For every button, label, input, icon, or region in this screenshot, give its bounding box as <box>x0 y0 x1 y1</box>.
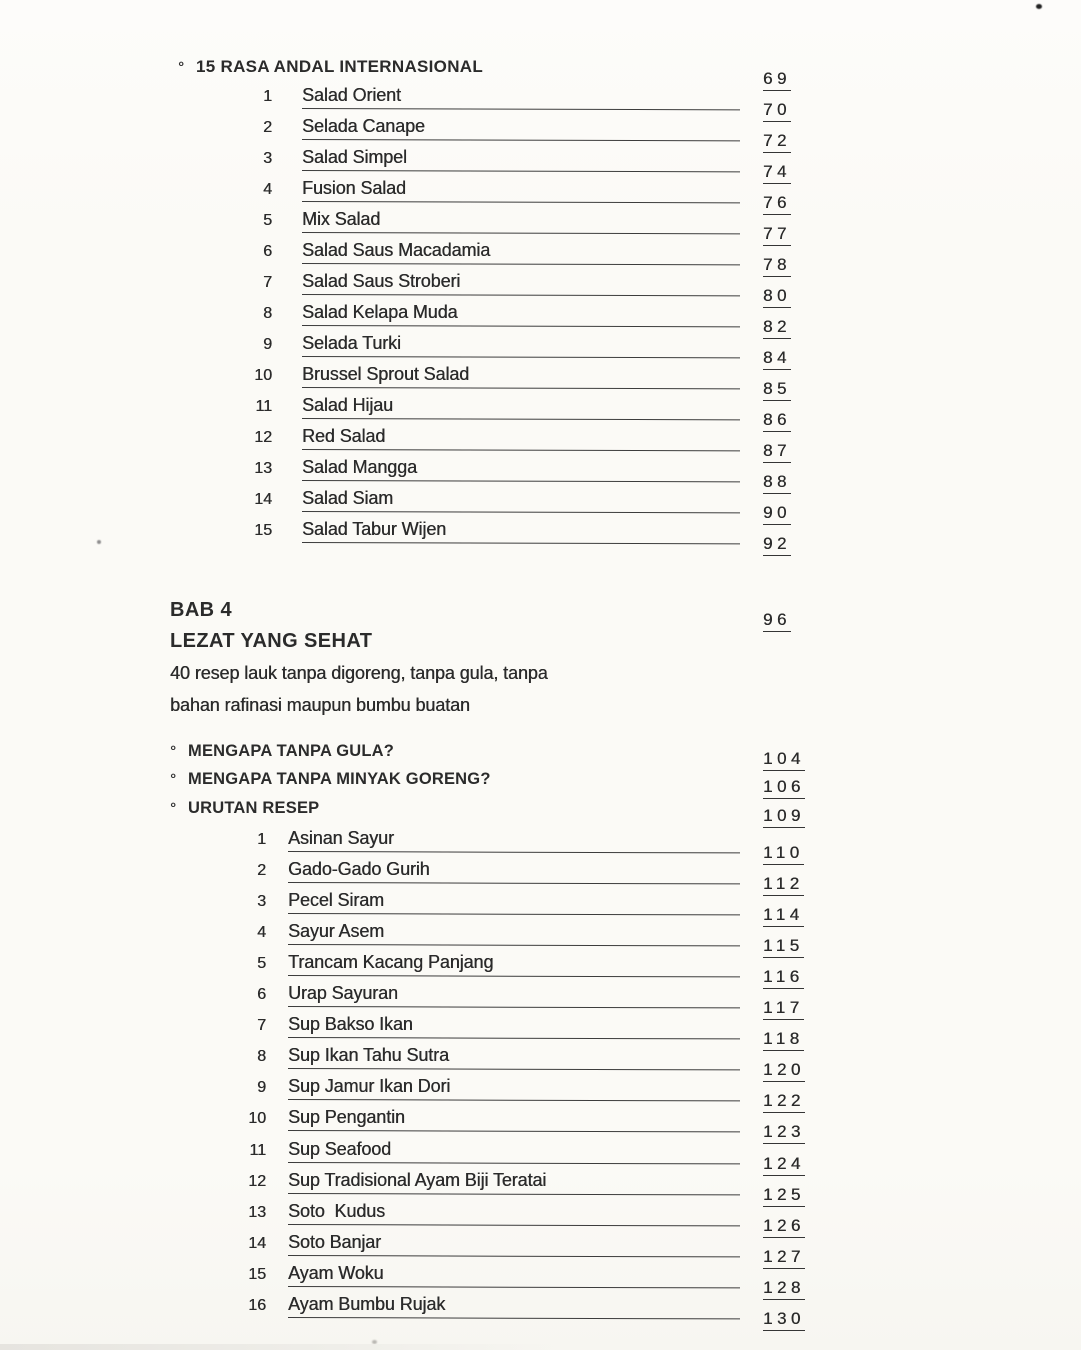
entry-page-number: 116 <box>763 967 804 989</box>
entry-number: 8 <box>257 1048 266 1066</box>
entry-title: Soto Banjar <box>288 1231 381 1252</box>
page-number-column <box>763 317 810 339</box>
leader-line <box>302 209 740 233</box>
entry-title: Gado-Gado Gurih <box>288 858 430 879</box>
entry-title: Ayam Bumbu Rujak <box>288 1294 446 1314</box>
entry-page-number: 110 <box>763 843 804 865</box>
leader-line <box>302 302 740 326</box>
scan-speck <box>97 540 101 544</box>
entry-title: Sup Bakso Ikan <box>288 1014 413 1035</box>
toc-entry <box>170 450 810 491</box>
page-number-column <box>763 286 810 308</box>
leader-line <box>302 426 740 450</box>
subheader-title: MENGAPA TANPA MINYAK GORENG? <box>188 770 491 788</box>
leader-line <box>302 178 740 202</box>
page-number-column <box>763 1154 810 1176</box>
page-number-column <box>763 1309 810 1331</box>
toc-entry <box>170 1007 810 1049</box>
page-number-column <box>763 534 810 556</box>
page-number-column <box>763 1216 810 1238</box>
entry-number: 6 <box>257 986 266 1004</box>
page-number-column <box>763 348 810 370</box>
entry-page-number: 72 <box>763 131 791 153</box>
chapter-title: LEZAT YANG SEHAT <box>170 630 373 652</box>
entry-page-number: 76 <box>763 193 791 215</box>
entry-title: Salad Simpel <box>302 147 407 167</box>
entry-number: 7 <box>257 1017 266 1035</box>
entry-page-number: 84 <box>763 348 791 370</box>
toc-entry <box>170 1131 810 1173</box>
page-number-column <box>763 69 810 91</box>
toc-entry <box>170 78 810 119</box>
bullet-icon: ° <box>170 742 176 760</box>
leader-line <box>288 1201 740 1225</box>
entry-number: 9 <box>263 336 272 353</box>
entry-page-number: 85 <box>763 379 791 401</box>
entry-title: Salad Kelapa Muda <box>302 302 458 322</box>
toc-content <box>170 0 810 1328</box>
entry-title: Salad Saus Stroberi <box>302 271 461 291</box>
entry-title: Sup Pengantin <box>288 1107 405 1128</box>
toc-entry <box>170 821 810 862</box>
page-number-column <box>763 100 810 122</box>
chapter-label-row <box>170 595 810 629</box>
leader-line <box>302 488 740 512</box>
leader-line <box>288 1232 740 1256</box>
entry-number: 5 <box>263 212 272 229</box>
toc-entry <box>170 202 810 243</box>
toc-entry <box>170 1256 810 1297</box>
page-number-column <box>763 472 810 494</box>
entry-page-number: 130 <box>763 1309 805 1331</box>
entry-title: Brussel Sprout Salad <box>302 364 470 384</box>
entry-page-number: 127 <box>763 1247 805 1269</box>
leader-line <box>288 1107 740 1131</box>
toc-entry <box>170 295 810 336</box>
entry-title: Mix Salad <box>302 209 381 229</box>
entry-page-number: 92 <box>763 534 791 556</box>
subheader-row <box>170 762 810 796</box>
entry-page-number: 120 <box>763 1060 805 1082</box>
entry-title: Sup Jamur Ikan Dori <box>288 1076 451 1097</box>
page-number-column <box>763 777 810 799</box>
subheader-title: MENGAPA TANPA GULA? <box>188 741 395 760</box>
entry-title: Salad Mangga <box>302 457 417 477</box>
toc-entry <box>170 481 810 522</box>
entry-page-number: 70 <box>763 100 791 122</box>
entry-page-number: 128 <box>763 1278 805 1300</box>
entry-page-number: 78 <box>763 255 791 277</box>
page-number-column <box>763 998 810 1020</box>
toc-entry <box>170 914 810 955</box>
entry-number: 1 <box>263 88 272 105</box>
entry-title: Sup Ikan Tahu Sutra <box>288 1045 449 1066</box>
toc-entry <box>170 326 810 367</box>
leader-line <box>302 116 740 140</box>
bullet-icon: ° <box>170 799 176 817</box>
entry-page-number: 114 <box>763 905 804 927</box>
entry-number: 13 <box>254 460 272 477</box>
subheader-row <box>170 790 810 825</box>
entry-number: 10 <box>248 1110 266 1128</box>
chapter-label: BAB 4 <box>170 599 233 621</box>
page-number-column <box>763 1060 810 1082</box>
entry-title: Asinan Sayur <box>288 827 394 848</box>
subheader-page-number: 104 <box>763 749 805 771</box>
entry-page-number: 74 <box>763 162 791 184</box>
toc-entry <box>170 1100 810 1142</box>
entry-page-number: 125 <box>763 1185 805 1207</box>
entry-page-number: 80 <box>763 286 791 308</box>
entry-number: 7 <box>263 274 272 291</box>
leader-line <box>302 240 740 264</box>
toc-entry <box>170 140 810 181</box>
entry-page-number: 82 <box>763 317 791 339</box>
entry-title: Salad Hijau <box>302 395 393 415</box>
page-number-column <box>763 1247 810 1269</box>
leader-line <box>288 921 740 945</box>
toc-entry <box>170 264 810 305</box>
entry-title: Ayam Woku <box>288 1262 384 1283</box>
toc-entry <box>170 233 810 274</box>
section1-title: 15 RASA ANDAL INTERNASIONAL <box>196 57 484 76</box>
section1-list <box>170 78 810 553</box>
chapter-subtitle-line1: 40 resep lauk tanpa digoreng, tanpa gula, tanpa <box>170 663 548 683</box>
toc-entry <box>170 1069 810 1111</box>
page-number-column <box>763 441 810 463</box>
entry-number: 4 <box>263 181 272 198</box>
leader-line <box>302 85 740 109</box>
page-number-column <box>763 193 810 215</box>
entry-page-number: 124 <box>763 1154 805 1176</box>
toc-entry <box>170 852 810 893</box>
bullet-icon: ° <box>178 59 184 76</box>
entry-page-number: 126 <box>763 1216 805 1238</box>
entry-page-number: 90 <box>763 503 791 525</box>
page-number-column <box>763 1029 810 1051</box>
toc-entry <box>170 419 810 460</box>
page-number-column <box>763 874 810 896</box>
toc-entry <box>170 883 810 924</box>
entry-number: 5 <box>257 954 266 972</box>
entry-title: Salad Saus Macadamia <box>302 240 491 260</box>
page-number-column <box>763 806 810 828</box>
entry-title: Salad Orient <box>302 85 401 105</box>
page-number-column <box>763 1185 810 1207</box>
toc-entry <box>170 109 810 150</box>
entry-number: 15 <box>248 1265 266 1283</box>
leader-line <box>288 1045 740 1069</box>
page-number-column <box>763 503 810 525</box>
bullet-icon: ° <box>170 771 176 788</box>
toc-entry <box>170 357 810 398</box>
entry-title: Salad Tabur Wijen <box>302 519 447 539</box>
leader-line <box>288 890 740 914</box>
section1-page-number: 69 <box>763 69 791 91</box>
page-number-column <box>763 967 810 989</box>
entry-title: Trancam Kacang Panjang <box>288 951 494 972</box>
entry-page-number: 77 <box>763 224 791 246</box>
entry-number: 12 <box>248 1172 266 1190</box>
toc-entry <box>170 1194 810 1235</box>
entry-title: Sup Seafood <box>288 1138 391 1159</box>
scan-speck <box>1036 4 1042 9</box>
entry-title: Soto Kudus <box>288 1200 385 1221</box>
entry-number: 2 <box>263 119 272 136</box>
chapter-page-number: 96 <box>763 610 791 632</box>
page-number-column <box>763 131 810 153</box>
page-number-column <box>763 1278 810 1300</box>
entry-number: 14 <box>254 491 272 508</box>
entry-number: 1 <box>257 830 266 848</box>
entry-page-number: 112 <box>763 874 804 896</box>
entry-number: 4 <box>257 923 266 941</box>
entry-title: Urap Sayuran <box>288 983 398 1004</box>
entry-number: 16 <box>248 1297 266 1314</box>
entry-number: 8 <box>263 305 272 322</box>
entry-page-number: 122 <box>763 1091 805 1113</box>
leader-line <box>302 364 740 388</box>
subheader-title: URUTAN RESEP <box>188 798 320 817</box>
entry-number: 3 <box>263 150 272 167</box>
entry-title: Fusion Salad <box>302 178 406 198</box>
toc-entry <box>170 388 810 429</box>
section1-header <box>170 48 810 88</box>
leader-line <box>288 828 740 852</box>
entry-page-number: 117 <box>763 998 804 1020</box>
entry-title: Selada Canape <box>302 116 425 136</box>
leader-line <box>288 1294 740 1318</box>
leader-line <box>302 147 740 171</box>
entry-page-number: 123 <box>763 1122 805 1144</box>
entry-page-number: 115 <box>763 936 804 958</box>
page-number-column <box>763 749 810 771</box>
leader-line <box>302 271 740 295</box>
entry-number: 15 <box>254 522 272 539</box>
entry-title: Red Salad <box>302 426 386 446</box>
page-number-column <box>763 379 810 401</box>
toc-entry <box>170 945 810 986</box>
entry-number: 6 <box>263 243 272 260</box>
page-number-column <box>763 410 810 432</box>
entry-number: 11 <box>249 1141 266 1159</box>
leader-line <box>302 519 740 543</box>
entry-title: Selada Turki <box>302 333 401 353</box>
toc-entry <box>170 1163 810 1204</box>
chapter-subtitle-line2: bahan rafinasi maupun bumbu buatan <box>170 695 470 715</box>
page-number-column <box>763 255 810 277</box>
section2-list <box>170 821 810 1328</box>
leader-line <box>288 1170 740 1194</box>
leader-line <box>288 1014 740 1038</box>
scan-edge-shadow <box>0 1344 560 1350</box>
entry-number: 12 <box>254 429 272 446</box>
leader-line <box>288 1263 740 1287</box>
toc-entry <box>170 1038 810 1080</box>
subheader-page-number: 109 <box>763 806 805 828</box>
leader-line <box>288 1139 740 1163</box>
subheader-page-number: 106 <box>763 777 805 799</box>
leader-line <box>288 983 740 1007</box>
page-number-column <box>763 1122 810 1144</box>
entry-title: Sayur Asem <box>288 920 385 941</box>
leader-line <box>302 457 740 481</box>
page-number-column <box>763 1091 810 1113</box>
entry-number: 9 <box>257 1079 266 1097</box>
entry-number: 11 <box>255 398 272 415</box>
entry-number: 14 <box>248 1234 266 1252</box>
leader-line <box>302 395 740 419</box>
toc-entry <box>170 512 810 553</box>
entry-number: 13 <box>248 1203 266 1221</box>
leader-line <box>302 333 740 357</box>
entry-title: Sup Tradisional Ayam Biji Teratai <box>288 1169 547 1190</box>
entry-page-number: 118 <box>763 1029 804 1051</box>
entry-title: Salad Siam <box>302 488 394 508</box>
page-number-column <box>763 905 810 927</box>
entry-number: 2 <box>257 861 266 879</box>
page-number-column <box>763 936 810 958</box>
entry-page-number: 86 <box>763 410 791 432</box>
toc-entry <box>170 171 810 212</box>
chapter-heading-block <box>170 595 810 721</box>
toc-entry <box>170 976 810 1018</box>
subheader-row <box>170 733 810 768</box>
page-number-column <box>763 610 810 632</box>
toc-entry <box>170 1287 810 1328</box>
page-number-column <box>763 162 810 184</box>
section2-subheaders <box>170 733 810 825</box>
leader-line <box>288 1076 740 1100</box>
entry-page-number: 88 <box>763 472 791 494</box>
entry-page-number: 87 <box>763 441 791 463</box>
leader-line <box>288 952 740 976</box>
entry-number: 3 <box>257 892 266 910</box>
toc-entry <box>170 1225 810 1266</box>
entry-title: Pecel Siram <box>288 889 384 910</box>
page-number-column <box>763 843 810 865</box>
entry-number: 10 <box>254 367 272 384</box>
leader-line <box>288 859 740 883</box>
page-number-column <box>763 224 810 246</box>
